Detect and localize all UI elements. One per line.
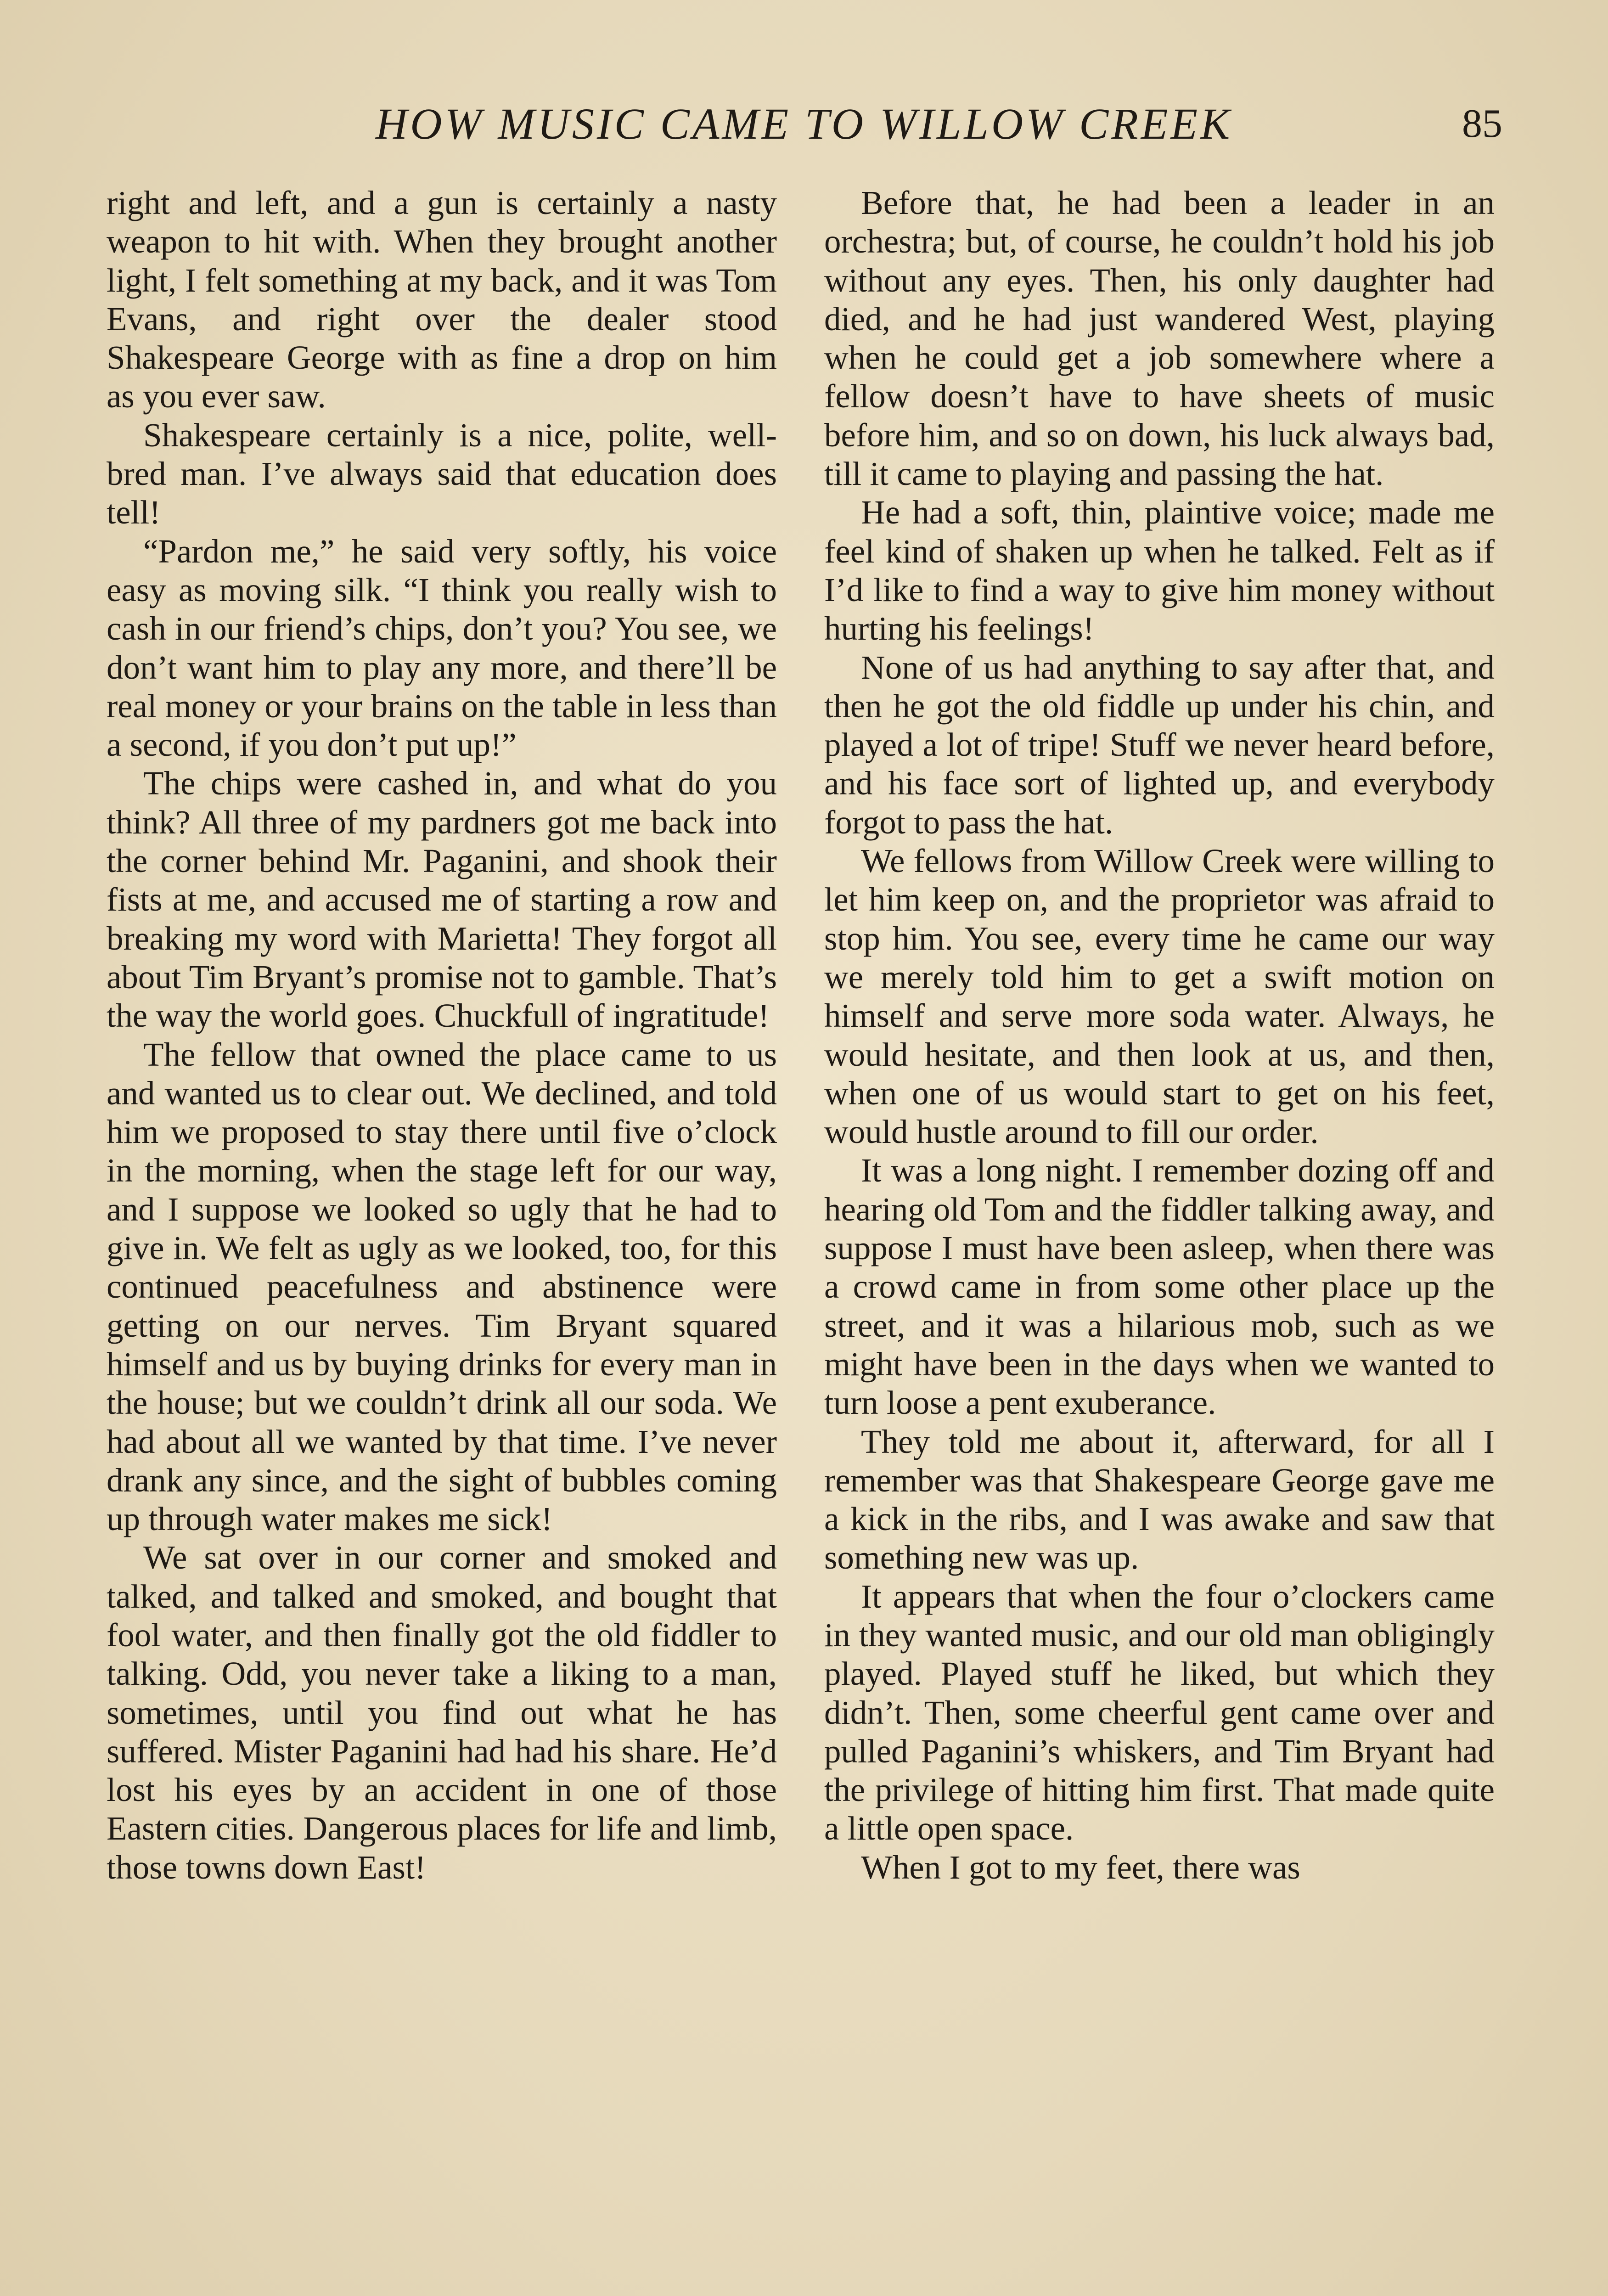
paragraph: Before that, he had been a leader in an orchestra; but, of course, he couldn’t hold his job without any eyes. Then, his only daughter had died, and he had just wandered West, playing when he could get a job somewhere where a fellow doesn’t have to have sheets of music before him, and so on down, his luck always bad, till it came to playing and passing the hat.: [824, 184, 1495, 493]
paragraph: The chips were cashed in, and what do you think? All three of my pardners got me back into the corner behind Mr. Paganini, and shook their fists at me, and accused me of starting a row and breaking my word with Marietta! They forgot all about Tim Bryant’s promise not to gamble. That’s the way the world goes. Chuckfull of ingratitude!: [107, 765, 777, 1035]
paragraph: “Pardon me,” he said very softly, his voice easy as moving silk. “I think you really wish to cash in our friend’s chips, don’t you? You see, we don’t want him to play any more, and there’ll be real money or your brains on the table in less than a second, if you don’t put up!”: [107, 532, 777, 764]
paragraph: Shakespeare certainly is a nice, polite, well-bred man. I’ve always said that education does tell!: [107, 416, 777, 531]
page-number: 85: [1462, 101, 1502, 146]
right-column: [824, 184, 1495, 1887]
paragraph: We fellows from Willow Creek were willing to let him keep on, and the proprietor was afraid to stop him. You see, every time he came our way we merely told him to get a swift motion on himself and serve more soda water. Always, he would hesitate, and then look at us, and then, when one of us would start to get on his feet, would hustle around to fill our order.: [824, 842, 1495, 1151]
left-column: [107, 184, 777, 1887]
paragraph: When I got to my feet, there was: [861, 1848, 1300, 1886]
paragraph: None of us had anything to say after that, and then he got the old fiddle up under his chin, and played a lot of tripe! Stuff we never heard before, and his face sort of lighted up, and everybody forgot to pass the hat.: [824, 648, 1495, 841]
paragraph: He had a soft, thin, plaintive voice; made me feel kind of shaken up when he talked. Felt as if I’d like to find a way to give him money without hurting his feelings!: [824, 494, 1495, 647]
paragraph: right and left, and a gun is certainly a nasty weapon to hit with. When they brought another light, I felt something at my back, and it was Tom Evans, and right over the dealer stood Shakespeare George with as fine a drop on him as you ever saw.: [107, 184, 777, 415]
paragraph: We sat over in our corner and smoked and talked, and talked and smoked, and bought that fool water, and then finally got the old fiddler to talking. Odd, you never take a liking to a man, sometimes, until you find out what he has suffered. Mister Paganini had had his share. He’d lost his eyes by an accident in one of those Eastern cities. Dangerous places for life and limb, those towns down East!: [107, 1539, 777, 1886]
paragraph: The fellow that owned the place came to us and wanted us to clear out. We declined, and told him we proposed to stay there until five o’clock in the morning, when the stage left for our way, and I suppose we looked so ugly that he had to give in. We felt as ugly as we looked, too, for this continued peacefulness and abstinence were getting on our nerves. Tim Bryant squared himself and us by buying drinks for every man in the house; but we couldn’t drink all our soda. We had about all we wanted by that time. I’ve never drank any since, and the sight of bubbles coming up through water makes me sick!: [107, 1035, 777, 1538]
paragraph: It appears that when the four o’clockers came in they wanted music, and our old man obligingly played. Played stuff he liked, but which they didn’t. Then, some cheerful gent came over and pulled Paganini’s whiskers, and Tim Bryant had the privilege of hitting him first. That made quite a little open space.: [824, 1577, 1495, 1847]
running-head: [0, 99, 1608, 149]
paragraph: It was a long night. I remember dozing off and hearing old Tom and the fiddler talking away, and suppose I must have been asleep, when there was a crowd came in from some other place up the street, and it was a hilarious mob, such as we might have been in the days when we wanted to turn loose a pent exuberance.: [824, 1152, 1495, 1422]
running-title: HOW MUSIC CAME TO WILLOW CREEK: [375, 99, 1233, 148]
paragraph: They told me about it, afterward, for all I remember was that Shakespeare George gave me a kick in the ribs, and I was awake and saw that something new was up.: [824, 1423, 1495, 1576]
